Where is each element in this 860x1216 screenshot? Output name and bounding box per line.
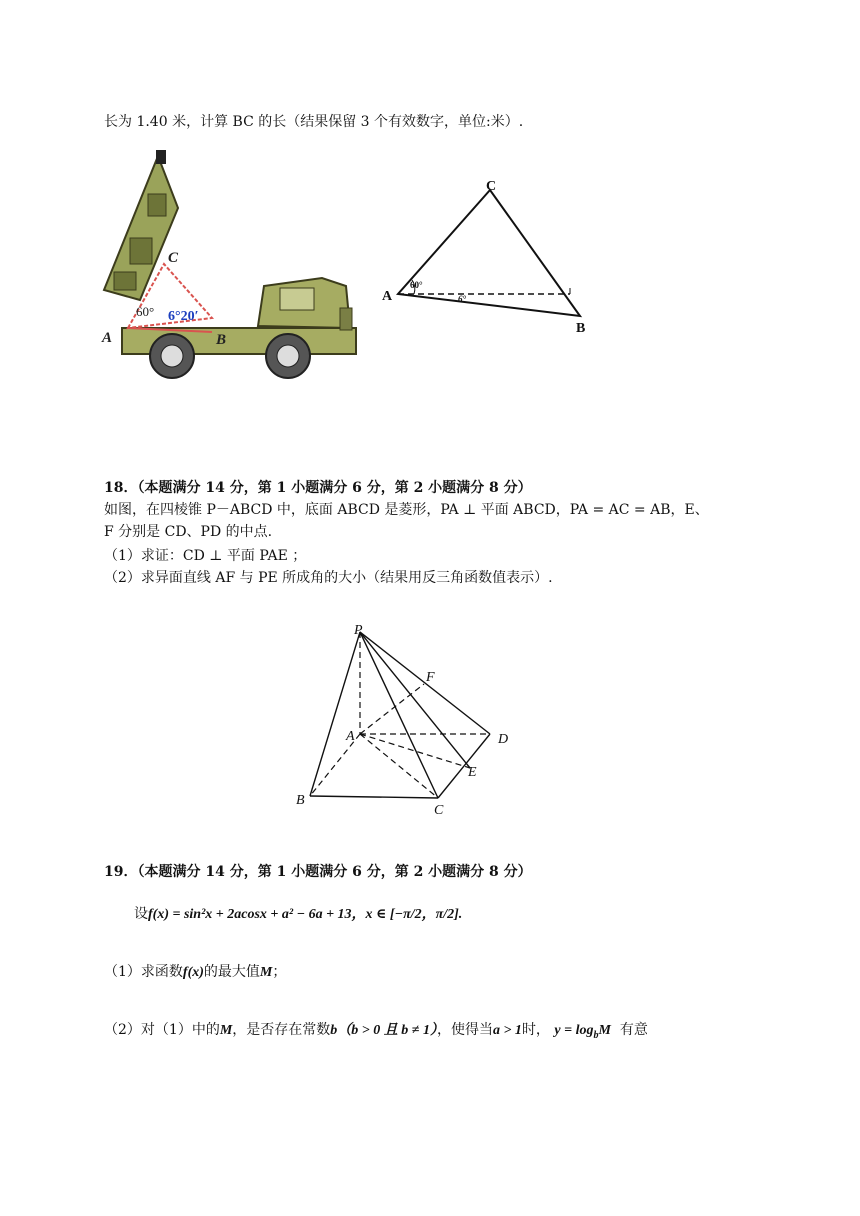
triangle-angle-6: 6° [458, 294, 467, 304]
q19-definition [134, 904, 462, 925]
q19-part2-b: ，是否存在常数 [232, 1022, 331, 1038]
q19-part2-d: 时， [521, 1022, 550, 1038]
triangle-label-a: A [382, 289, 393, 304]
pyramid-label-a: A [346, 729, 355, 744]
truck-angle-6-20: 6°20′ [168, 309, 199, 324]
q19-part2-bvar: b [330, 1023, 338, 1038]
pyramid-figure [292, 618, 522, 818]
truck-label-b: B [216, 332, 227, 348]
q18-part2: （2）求异面直线 AF 与 PE 所成角的大小（结果用反三角函数值表示）. [104, 570, 553, 586]
triangle-label-b: B [576, 321, 586, 336]
q19-part1-fx: f(x) [182, 965, 204, 980]
q19-part1-end: ； [272, 964, 287, 980]
q19-part1-mid: 的最大值 [203, 964, 260, 980]
truck-angle-60: 60° [136, 304, 155, 319]
pyramid-label-f: F [426, 670, 435, 685]
dump-truck-figure [100, 148, 360, 380]
q19-part2-c: ，使得当 [436, 1022, 493, 1038]
q19-def-prefix: 设 [134, 906, 148, 922]
q18-header: 18．（本题满分 14 分，第 1 小题满分 6 分，第 2 小题满分 8 分） [104, 480, 532, 496]
q19-part2-log-m: M [598, 1023, 611, 1038]
q19-part2-log-sub: b [593, 1029, 599, 1041]
pyramid-label-d: D [498, 732, 509, 747]
triangle-angle-60: 60° [410, 280, 423, 290]
q19-part2 [104, 1020, 648, 1046]
q19-def-formula: f(x) = sin²x + 2acosx + a² − 6a + 13，x ∈ [−π/2，π/2]. [148, 907, 463, 922]
q19-part1-prefix: （1）求函数 [104, 964, 183, 980]
pyramid-label-b: B [296, 793, 305, 808]
q19-part1-m: M [259, 965, 273, 980]
pyramid-label-p: P [354, 623, 363, 638]
q18-line2: F 分别是 CD、PD 的中点. [104, 524, 273, 540]
truck-label-a: A [102, 330, 113, 346]
q19-part1 [104, 962, 286, 983]
q19-part2-a: （2）对（1）中的 [104, 1022, 220, 1038]
pyramid-label-e: E [468, 765, 477, 780]
q18-part1: （1）求证：CD ⊥ 平面 PAE ； [104, 548, 307, 564]
q19-part2-log: y = log [554, 1023, 594, 1038]
triangle-label-c: C [486, 179, 497, 194]
truck-label-c: C [168, 250, 179, 266]
triangle-figure [380, 176, 600, 340]
q19-part2-a1: a > 1 [492, 1023, 522, 1038]
pyramid-label-c: C [434, 803, 444, 818]
q19-part2-e: 有意 [619, 1022, 648, 1038]
q19-header: 19．（本题满分 14 分，第 1 小题满分 6 分，第 2 小题满分 8 分） [104, 864, 532, 880]
intro-line: 长为 1.40 米，计算 BC 的长（结果保留 3 个有效数字，单位:米）. [104, 114, 524, 130]
q18-line1: 如图，在四棱锥 P－ABCD 中，底面 ABCD 是菱形，PA ⊥ 平面 ABCD，PA = AC = AB，E、 [104, 502, 709, 518]
q19-part2-cond: （b > 0 且 b ≠ 1） [337, 1023, 437, 1038]
q19-part2-m: M [219, 1023, 233, 1038]
